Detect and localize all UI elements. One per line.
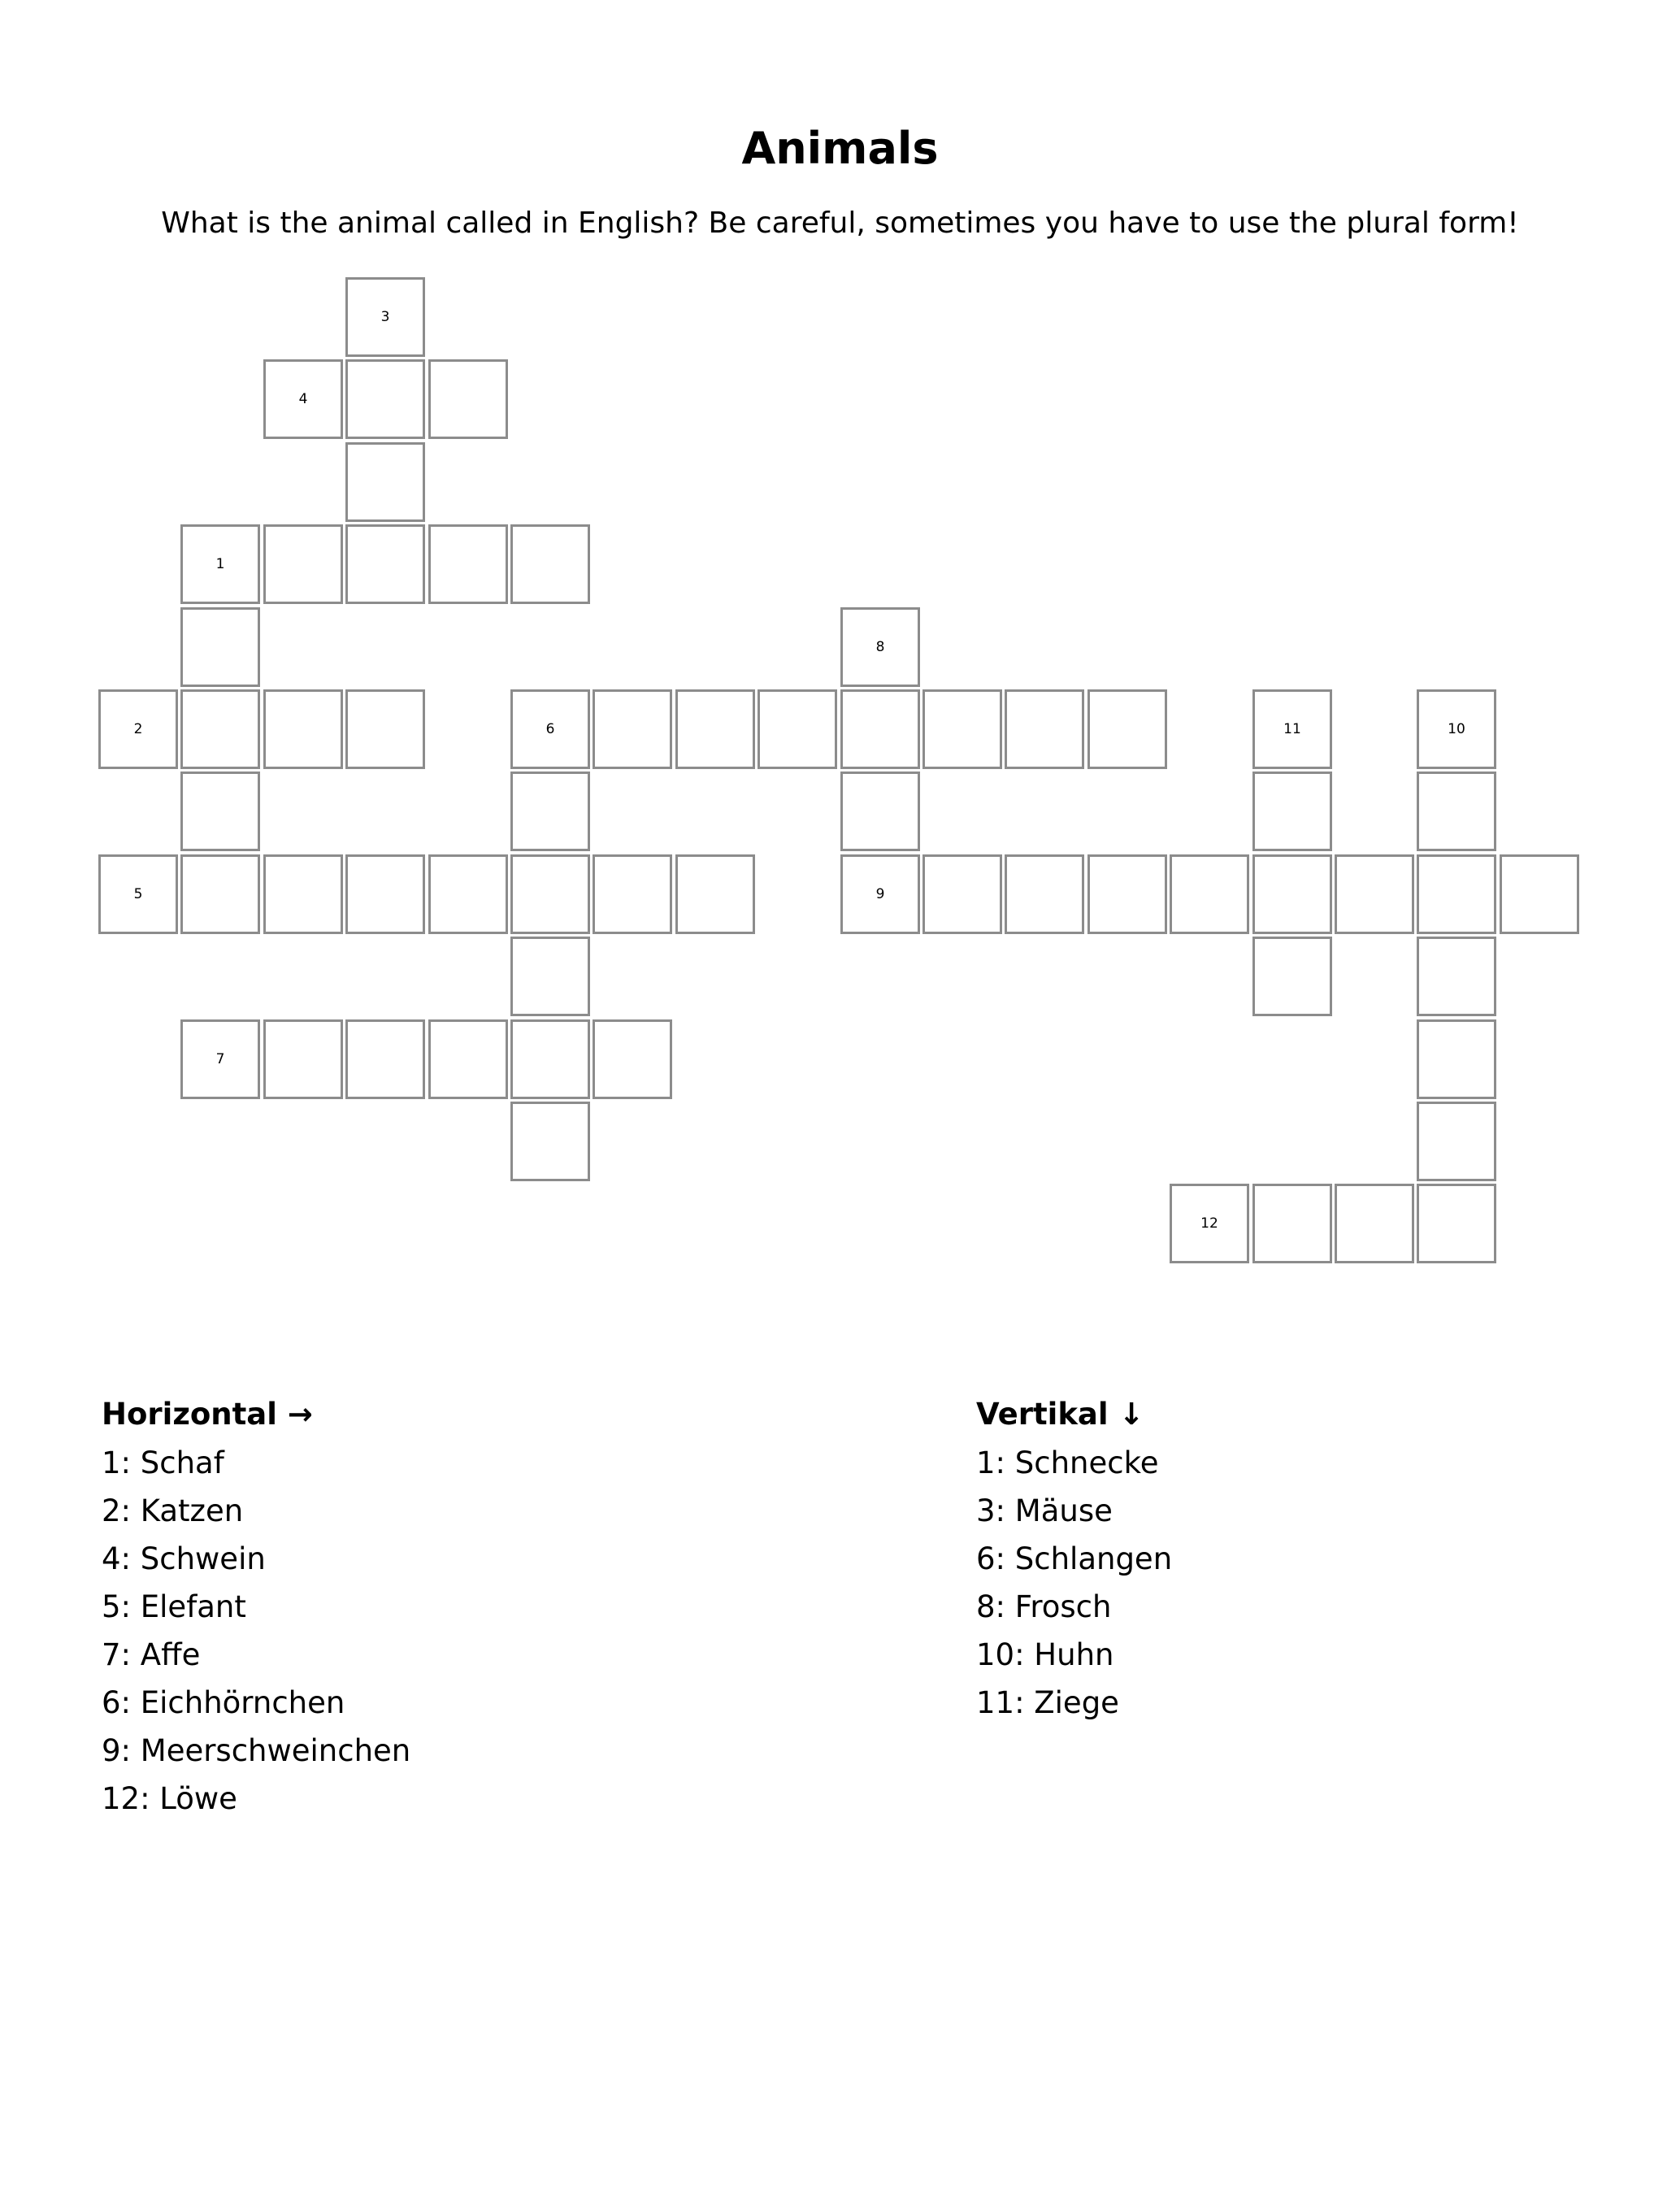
vertical-heading: Vertikal ↓ (976, 1397, 1144, 1432)
crossword-cell[interactable] (840, 689, 920, 769)
cell-number: 4 (298, 391, 308, 407)
clue-horizontal-1: 1: Schaf (102, 1445, 224, 1480)
crossword-cell-7[interactable] (180, 1019, 260, 1099)
crossword-cell[interactable] (428, 359, 508, 439)
crossword-cell-1[interactable] (180, 524, 260, 604)
crossword-cell[interactable] (1335, 854, 1414, 934)
crossword-cell[interactable] (758, 689, 837, 769)
crossword-cell[interactable] (1087, 689, 1167, 769)
crossword-cell[interactable] (428, 1019, 508, 1099)
clue-vertical-1: 1: Schnecke (976, 1445, 1159, 1480)
horizontal-heading: Horizontal → (102, 1397, 313, 1432)
cell-number: 1 (215, 556, 225, 572)
crossword-cell[interactable] (428, 524, 508, 604)
clue-vertical-8: 8: Frosch (976, 1589, 1112, 1624)
crossword-cell[interactable] (593, 1019, 672, 1099)
cell-number: 11 (1283, 721, 1301, 737)
crossword-cell[interactable] (510, 937, 590, 1016)
crossword-cell[interactable] (593, 854, 672, 934)
instructions: What is the animal called in English? Be careful, sometimes you have to use the plural form! (161, 206, 1519, 240)
clue-vertical-10: 10: Huhn (976, 1637, 1114, 1672)
crossword-cell[interactable] (675, 854, 755, 934)
cell-number: 8 (875, 639, 885, 655)
cell-number: 3 (380, 309, 390, 325)
clue-vertical-3: 3: Mäuse (976, 1493, 1113, 1528)
crossword-cell[interactable] (510, 1102, 590, 1181)
crossword-cell[interactable] (1005, 854, 1084, 934)
crossword-cell[interactable] (345, 442, 425, 522)
vertical-clues (976, 1392, 1172, 1727)
crossword-cell-11[interactable] (1252, 689, 1332, 769)
crossword-cell[interactable] (510, 524, 590, 604)
cell-number: 9 (875, 886, 885, 902)
crossword-cell[interactable] (1252, 937, 1332, 1016)
crossword-cell[interactable] (180, 689, 260, 769)
cell-number: 5 (133, 886, 143, 902)
crossword-cell[interactable] (345, 854, 425, 934)
crossword-cell[interactable] (1252, 772, 1332, 851)
crossword-cell-6[interactable] (510, 689, 590, 769)
crossword-cell[interactable] (510, 854, 590, 934)
crossword-cell[interactable] (1417, 1019, 1496, 1099)
cell-number: 2 (133, 721, 143, 737)
clue-horizontal-2: 2: Katzen (102, 1493, 244, 1528)
cell-number: 12 (1200, 1215, 1218, 1232)
crossword-cell[interactable] (1087, 854, 1167, 934)
crossword-cell[interactable] (1170, 854, 1249, 934)
crossword-cell-4[interactable] (263, 359, 343, 439)
crossword-cell[interactable] (922, 689, 1002, 769)
crossword-cell[interactable] (180, 854, 260, 934)
crossword-cell[interactable] (1252, 854, 1332, 934)
crossword-cell[interactable] (180, 772, 260, 851)
clue-horizontal-9: 9: Meerschweinchen (102, 1733, 411, 1768)
crossword-cell[interactable] (345, 524, 425, 604)
crossword-cell[interactable] (1417, 937, 1496, 1016)
clue-horizontal-12: 12: Löwe (102, 1781, 237, 1816)
crossword-cell-3[interactable] (345, 277, 425, 357)
crossword-cell[interactable] (428, 854, 508, 934)
crossword-cell[interactable] (263, 1019, 343, 1099)
crossword-cell-5[interactable] (98, 854, 178, 934)
crossword-cell[interactable] (1417, 854, 1496, 934)
crossword-cell-12[interactable] (1170, 1184, 1249, 1263)
cell-number: 10 (1448, 721, 1465, 737)
cell-number: 6 (545, 721, 555, 737)
crossword-cell[interactable] (1417, 772, 1496, 851)
horizontal-clues (102, 1392, 410, 1823)
clue-vertical-11: 11: Ziege (976, 1685, 1119, 1720)
crossword-cell[interactable] (1417, 1184, 1496, 1263)
clue-horizontal-4: 4: Schwein (102, 1541, 266, 1576)
crossword-cell[interactable] (1500, 854, 1579, 934)
crossword-cell-8[interactable] (840, 607, 920, 687)
crossword-cell[interactable] (1005, 689, 1084, 769)
crossword-cell[interactable] (345, 1019, 425, 1099)
clue-horizontal-5: 5: Elefant (102, 1589, 246, 1624)
page-title: Animals (741, 123, 939, 174)
crossword-cell[interactable] (345, 689, 425, 769)
clue-horizontal-6: 6: Eichhörnchen (102, 1685, 345, 1720)
clue-vertical-6: 6: Schlangen (976, 1541, 1173, 1576)
crossword-cell[interactable] (510, 772, 590, 851)
crossword-cell[interactable] (1417, 1102, 1496, 1181)
cell-number: 7 (215, 1051, 225, 1067)
crossword-cell[interactable] (593, 689, 672, 769)
crossword-cell[interactable] (675, 689, 755, 769)
crossword-cell[interactable] (840, 772, 920, 851)
crossword-cell-2[interactable] (98, 689, 178, 769)
crossword-cell[interactable] (1252, 1184, 1332, 1263)
crossword-cell[interactable] (263, 689, 343, 769)
crossword-cell[interactable] (922, 854, 1002, 934)
clue-horizontal-7: 7: Affe (102, 1637, 201, 1672)
crossword-cell-10[interactable] (1417, 689, 1496, 769)
crossword-cell[interactable] (510, 1019, 590, 1099)
crossword-cell[interactable] (180, 607, 260, 687)
crossword-cell-9[interactable] (840, 854, 920, 934)
crossword-cell[interactable] (345, 359, 425, 439)
crossword-cell[interactable] (263, 854, 343, 934)
crossword-cell[interactable] (263, 524, 343, 604)
crossword-cell[interactable] (1335, 1184, 1414, 1263)
